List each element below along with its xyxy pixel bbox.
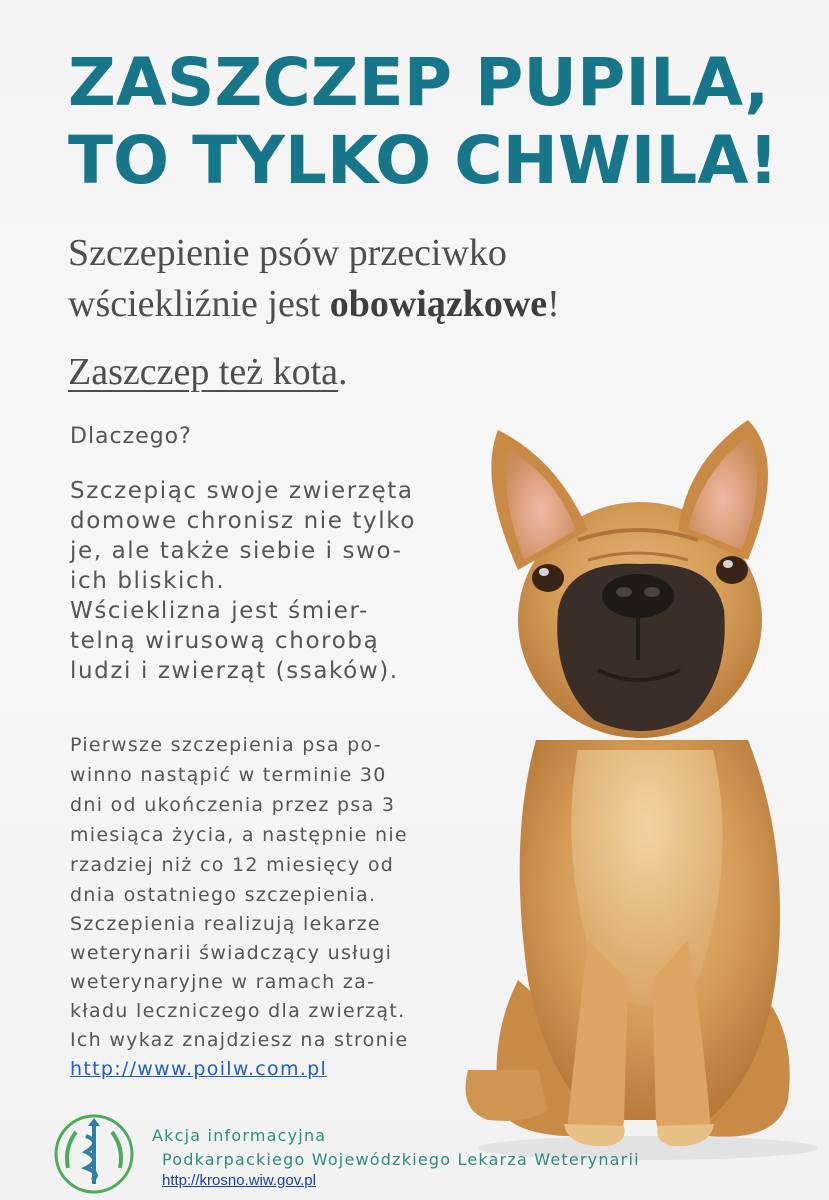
subheading (68, 228, 560, 330)
paragraph-line: ludzi i zwierząt (ssaków). (70, 658, 399, 684)
paragraph-line: telną wirusową chorobą (70, 628, 380, 654)
poilw-link[interactable]: http://www.poilw.com.pl (70, 1058, 328, 1080)
paragraph-line: kładu leczniczego dla zwierząt. (70, 1000, 406, 1022)
headline-line-1: ZASZCZEP PUPILA, (68, 44, 770, 121)
paragraph-line: weterynarii świadczący usługi (70, 942, 393, 964)
cat-note-underlined: Zaszczep też kota (68, 351, 339, 393)
paragraph-line: ich bliskich. (70, 568, 226, 594)
paragraph-vets (70, 910, 490, 1084)
paragraph-line: rzadziej niż co 12 miesięcy od (70, 854, 395, 876)
why-heading: Dlaczego? (70, 424, 192, 449)
paragraph-line: weterynaryjne w ramach za- (70, 971, 376, 993)
cat-vaccination-note (68, 346, 348, 398)
paragraph-line: Ich wykaz znajdziesz na stronie (70, 1029, 409, 1051)
subheading-line-2-start: wściekliźnie jest (68, 283, 330, 325)
cat-note-period: . (338, 351, 348, 393)
paragraph-line: je, ale także siebie i swo- (70, 538, 403, 564)
paragraph-line: domowe chronisz nie tylko (70, 508, 417, 534)
paragraph-line: dni od ukończenia przez psa 3 (70, 794, 396, 816)
subheading-line-1: Szczepienie psów przeciwko (68, 232, 507, 274)
headline (68, 44, 779, 200)
paragraph-line: Pierwsze szczepienia psa po- (70, 734, 382, 756)
paragraph-line: Szczepienia realizują lekarze (70, 913, 381, 935)
footer-link[interactable]: http://krosno.wiw.gov.pl (162, 1172, 316, 1189)
paragraph-line: miesiąca życia, a następnie nie (70, 824, 408, 846)
paragraph-line: Szczepiąc swoje zwierzęta (70, 478, 414, 504)
subheading-exclamation: ! (547, 283, 560, 325)
mandatory-emphasis: obowiązkowe (329, 283, 548, 325)
footer-campaign-label: Akcja informacyjna (152, 1126, 327, 1145)
veterinary-inspection-logo-icon (52, 1112, 136, 1196)
french-bulldog-image (448, 420, 829, 1160)
footer-organization: Podkarpackiego Wojewódzkiego Lekarza Weterynarii (162, 1150, 640, 1169)
paragraph-line: winno nastąpić w terminie 30 (70, 764, 387, 786)
headline-line-2: TO TYLKO CHWILA! (68, 122, 779, 199)
paragraph-why (70, 476, 490, 686)
paragraph-schedule (70, 730, 490, 910)
paragraph-line: dnia ostatniego szczepienia. (70, 884, 377, 906)
paragraph-line: Wścieklizna jest śmier- (70, 598, 369, 624)
